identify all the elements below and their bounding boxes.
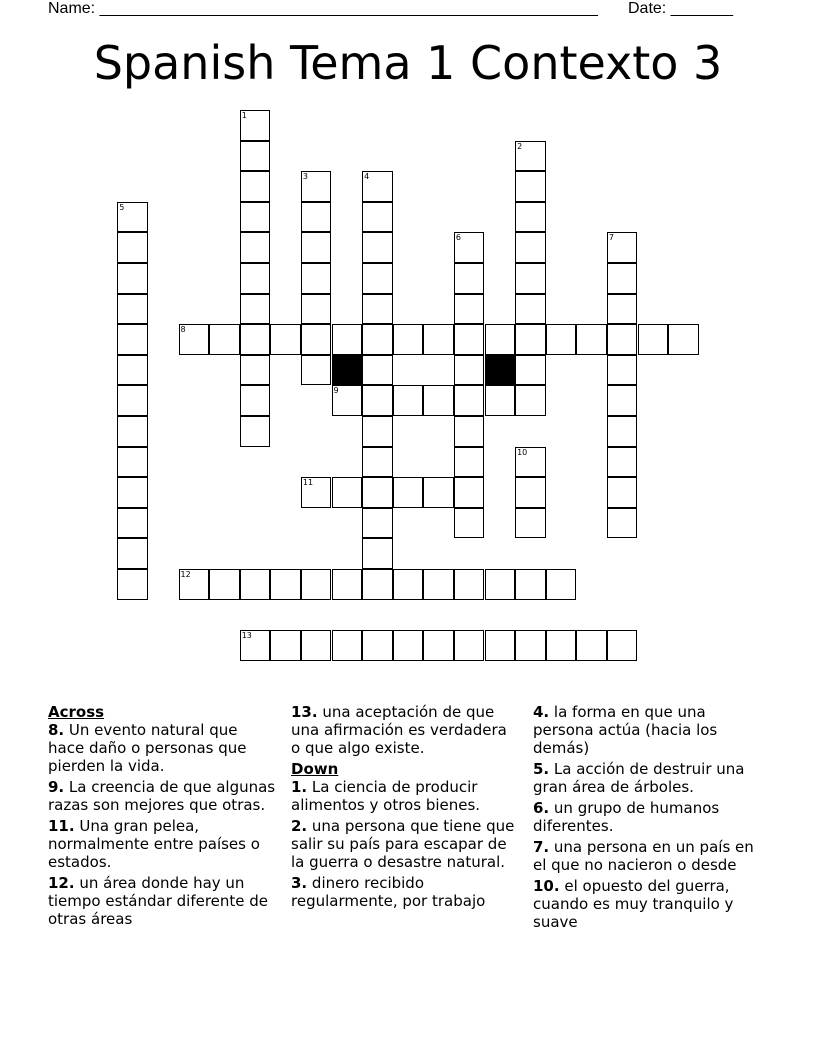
crossword-cell[interactable] bbox=[515, 263, 546, 294]
crossword-cell[interactable] bbox=[607, 508, 638, 539]
crossword-cell[interactable] bbox=[240, 416, 271, 447]
clue-number: 8. bbox=[48, 721, 65, 739]
crossword-cell[interactable] bbox=[362, 324, 393, 355]
crossword-cell[interactable] bbox=[240, 324, 271, 355]
crossword-cell[interactable] bbox=[270, 324, 301, 355]
crossword-cell[interactable] bbox=[179, 569, 210, 600]
clue-text: La ciencia de producir alimentos y otros bienes. bbox=[291, 778, 481, 814]
crossword-cell[interactable] bbox=[607, 477, 638, 508]
crossword-cell[interactable] bbox=[515, 385, 546, 416]
crossword-cell[interactable] bbox=[362, 171, 393, 202]
crossword-cell[interactable] bbox=[362, 569, 393, 600]
clues-column-1 bbox=[48, 703, 276, 931]
crossword-cell[interactable] bbox=[301, 202, 332, 233]
crossword-cell[interactable] bbox=[454, 355, 485, 386]
crossword-cell[interactable] bbox=[270, 569, 301, 600]
crossword-cell[interactable] bbox=[423, 569, 454, 600]
clue-number: 13. bbox=[291, 703, 318, 721]
crossword-cell[interactable] bbox=[270, 630, 301, 661]
clue-number: 9. bbox=[48, 778, 65, 796]
clue-down-2 bbox=[291, 817, 519, 871]
clue-text: La creencia de que algunas razas son mejores que otras. bbox=[48, 778, 276, 814]
clue-number-label: 7 bbox=[608, 233, 614, 243]
clue-number: 6. bbox=[533, 799, 550, 817]
name-line: Name: ________________________________________________________ bbox=[48, 0, 598, 17]
clue-across-9 bbox=[48, 778, 276, 814]
clue-number: 1. bbox=[291, 778, 308, 796]
crossword-cell[interactable] bbox=[117, 324, 148, 355]
clue-number: 11. bbox=[48, 817, 75, 835]
crossword-cell[interactable] bbox=[179, 324, 210, 355]
clue-number-label: 2 bbox=[517, 141, 523, 151]
page-title: Spanish Tema 1 Contexto 3 bbox=[93, 36, 723, 90]
crossword-cell[interactable] bbox=[393, 477, 424, 508]
crossword-cell[interactable] bbox=[515, 355, 546, 386]
clue-number-label: 13 bbox=[241, 631, 252, 641]
crossword-cell[interactable] bbox=[240, 110, 271, 141]
crossword-cell[interactable] bbox=[240, 202, 271, 233]
crossword-cell[interactable] bbox=[515, 477, 546, 508]
crossword-cell[interactable] bbox=[240, 630, 271, 661]
crossword-cell[interactable] bbox=[362, 477, 393, 508]
crossword-cell[interactable] bbox=[117, 385, 148, 416]
crossword-cell[interactable] bbox=[423, 630, 454, 661]
crossword-cell[interactable] bbox=[362, 630, 393, 661]
crossword-cell[interactable] bbox=[454, 385, 485, 416]
crossword-cell[interactable] bbox=[240, 232, 271, 263]
clue-down-10 bbox=[533, 877, 763, 931]
crossword-cell[interactable] bbox=[240, 569, 271, 600]
crossword-cell[interactable] bbox=[485, 630, 516, 661]
crossword-cell[interactable] bbox=[607, 263, 638, 294]
crossword-cell[interactable] bbox=[546, 324, 577, 355]
clue-text: un grupo de humanos diferentes. bbox=[533, 799, 720, 835]
crossword-cell[interactable] bbox=[515, 630, 546, 661]
crossword-cell[interactable] bbox=[332, 385, 363, 416]
clues-column-2 bbox=[291, 703, 519, 913]
crossword-cell[interactable] bbox=[362, 447, 393, 478]
crossword-cell[interactable] bbox=[515, 508, 546, 539]
crossword-cell[interactable] bbox=[240, 294, 271, 325]
crossword-cell[interactable] bbox=[117, 202, 148, 233]
crossword-cell[interactable] bbox=[362, 538, 393, 569]
crossword-cell[interactable] bbox=[393, 385, 424, 416]
clue-across-13 bbox=[291, 703, 519, 757]
clue-number: 2. bbox=[291, 817, 308, 835]
crossword-cell[interactable] bbox=[393, 324, 424, 355]
crossword-cell[interactable] bbox=[117, 294, 148, 325]
crossword-cell[interactable] bbox=[515, 569, 546, 600]
crossword-cell[interactable] bbox=[117, 569, 148, 600]
crossword-cell[interactable] bbox=[423, 477, 454, 508]
crossword-cell[interactable] bbox=[393, 569, 424, 600]
date-line: Date: _______ bbox=[628, 0, 733, 17]
clue-number-label: 12 bbox=[180, 570, 191, 579]
crossword-cell[interactable] bbox=[301, 630, 332, 661]
crossword-cell[interactable] bbox=[638, 324, 669, 355]
clue-text: Un evento natural que hace daño o personas que pierden la vida. bbox=[48, 721, 247, 775]
clue-text: la forma en que una persona actúa (hacia los demás) bbox=[533, 703, 718, 757]
crossword-cell[interactable] bbox=[117, 508, 148, 539]
clue-number-label: 4 bbox=[364, 172, 370, 182]
crossword-cell[interactable] bbox=[454, 294, 485, 325]
crossword-cell[interactable] bbox=[454, 508, 485, 539]
clue-text: un área donde hay un tiempo estándar diferente de otras áreas bbox=[48, 874, 269, 928]
crossword-cell[interactable] bbox=[240, 141, 271, 172]
clues-column-3 bbox=[533, 703, 763, 934]
clue-number-label: 10 bbox=[517, 447, 528, 457]
crossword-cell[interactable] bbox=[240, 355, 271, 386]
crossword-cell[interactable] bbox=[362, 202, 393, 233]
clue-number-label: 6 bbox=[455, 233, 461, 243]
crossword-cell[interactable] bbox=[607, 385, 638, 416]
crossword-cell[interactable] bbox=[362, 232, 393, 263]
crossword-cell[interactable] bbox=[607, 294, 638, 325]
crossword-cell[interactable] bbox=[515, 232, 546, 263]
crossword-cell[interactable] bbox=[485, 385, 516, 416]
crossword-cell[interactable] bbox=[454, 263, 485, 294]
crossword-cell[interactable] bbox=[607, 630, 638, 661]
clue-down-7 bbox=[533, 838, 763, 874]
crossword-cell[interactable] bbox=[301, 324, 332, 355]
clue-number: 4. bbox=[533, 703, 550, 721]
clue-down-3 bbox=[291, 874, 519, 910]
clue-text: La acción de destruir una gran área de árboles. bbox=[533, 760, 745, 796]
crossword-cell[interactable] bbox=[454, 232, 485, 263]
crossword-cell[interactable] bbox=[546, 630, 577, 661]
clue-number: 10. bbox=[533, 877, 560, 895]
crossword-cell[interactable] bbox=[546, 569, 577, 600]
crossword-cell[interactable] bbox=[301, 477, 332, 508]
crossword-cell[interactable] bbox=[454, 324, 485, 355]
crossword-cell[interactable] bbox=[209, 324, 240, 355]
clue-number: 7. bbox=[533, 838, 550, 856]
clue-down-1 bbox=[291, 778, 519, 814]
clue-text: el opuesto del guerra, cuando es muy tranquilo y suave bbox=[533, 877, 734, 931]
crossword-cell[interactable] bbox=[332, 477, 363, 508]
clue-down-5 bbox=[533, 760, 763, 796]
crossword-cell[interactable] bbox=[240, 263, 271, 294]
crossword-cell[interactable] bbox=[332, 630, 363, 661]
crossword-cell[interactable] bbox=[515, 294, 546, 325]
crossword-cell[interactable] bbox=[454, 630, 485, 661]
crossword-cell[interactable] bbox=[240, 385, 271, 416]
crossword-cell[interactable] bbox=[454, 477, 485, 508]
clue-number: 3. bbox=[291, 874, 308, 892]
crossword-cell[interactable] bbox=[332, 569, 363, 600]
crossword-cell[interactable] bbox=[117, 538, 148, 569]
crossword-cell[interactable] bbox=[301, 569, 332, 600]
crossword-cell[interactable] bbox=[301, 171, 332, 202]
clue-number-label: 8 bbox=[180, 325, 186, 335]
crossword-cell[interactable] bbox=[485, 324, 516, 355]
clue-down-4 bbox=[533, 703, 763, 757]
clue-number-label: 5 bbox=[119, 202, 125, 212]
clue-across-11 bbox=[48, 817, 276, 871]
crossword-cell[interactable] bbox=[515, 447, 546, 478]
clue-across-8 bbox=[48, 721, 276, 775]
crossword-cell[interactable] bbox=[301, 294, 332, 325]
crossword-cell[interactable] bbox=[607, 232, 638, 263]
crossword-cell[interactable] bbox=[607, 324, 638, 355]
clue-text: Una gran pelea, normalmente entre países o estados. bbox=[48, 817, 260, 871]
crossword-cell[interactable] bbox=[362, 416, 393, 447]
crossword-cell[interactable] bbox=[362, 263, 393, 294]
crossword-cell[interactable] bbox=[515, 141, 546, 172]
crossword-cell[interactable] bbox=[301, 232, 332, 263]
crossword-block bbox=[332, 355, 363, 386]
crossword-cell[interactable] bbox=[117, 477, 148, 508]
clue-text: una persona que tiene que salir su país para escapar de la guerra o desastre natural. bbox=[291, 817, 515, 871]
crossword-cell[interactable] bbox=[607, 355, 638, 386]
crossword-cell[interactable] bbox=[454, 447, 485, 478]
crossword-cell[interactable] bbox=[515, 202, 546, 233]
crossword-cell[interactable] bbox=[423, 385, 454, 416]
crossword-cell[interactable] bbox=[576, 630, 607, 661]
crossword-cell[interactable] bbox=[117, 416, 148, 447]
clue-number-label: 9 bbox=[333, 386, 339, 396]
crossword-cell[interactable] bbox=[117, 447, 148, 478]
crossword-cell[interactable] bbox=[485, 569, 516, 600]
crossword-cell[interactable] bbox=[607, 416, 638, 447]
crossword-block bbox=[485, 355, 516, 386]
clue-text: una aceptación de que una afirmación es verdadera o que algo existe. bbox=[291, 703, 507, 757]
crossword-cell[interactable] bbox=[423, 324, 454, 355]
crossword-cell[interactable] bbox=[117, 355, 148, 386]
clue-across-12 bbox=[48, 874, 276, 928]
crossword-cell[interactable] bbox=[332, 324, 363, 355]
crossword-cell[interactable] bbox=[454, 416, 485, 447]
crossword-cell[interactable] bbox=[362, 385, 393, 416]
clue-number-label: 3 bbox=[302, 172, 308, 182]
clue-number-label: 1 bbox=[241, 111, 247, 120]
crossword-cell[interactable] bbox=[301, 355, 332, 386]
clue-number-label: 11 bbox=[302, 478, 314, 488]
crossword-cell[interactable] bbox=[576, 324, 607, 355]
clue-down-6 bbox=[533, 799, 763, 835]
crossword-cell[interactable] bbox=[668, 324, 699, 355]
crossword-cell[interactable] bbox=[607, 447, 638, 478]
crossword-cell[interactable] bbox=[362, 355, 393, 386]
crossword-cell[interactable] bbox=[301, 263, 332, 294]
clue-number: 5. bbox=[533, 760, 550, 778]
down-heading: Down bbox=[291, 760, 339, 778]
crossword-cell[interactable] bbox=[393, 630, 424, 661]
crossword-cell[interactable] bbox=[515, 324, 546, 355]
crossword-cell[interactable] bbox=[209, 569, 240, 600]
crossword-cell[interactable] bbox=[117, 232, 148, 263]
crossword-cell[interactable] bbox=[362, 294, 393, 325]
crossword-cell[interactable] bbox=[454, 569, 485, 600]
clue-text: una persona en un país en el que no nacieron o desde bbox=[533, 838, 754, 874]
across-heading: Across bbox=[48, 703, 105, 721]
crossword-cell[interactable] bbox=[240, 171, 271, 202]
crossword-cell[interactable] bbox=[515, 171, 546, 202]
crossword-cell[interactable] bbox=[362, 508, 393, 539]
clue-number: 12. bbox=[48, 874, 75, 892]
crossword-cell[interactable] bbox=[117, 263, 148, 294]
clue-text: dinero recibido regularmente, por trabajo bbox=[291, 874, 486, 910]
